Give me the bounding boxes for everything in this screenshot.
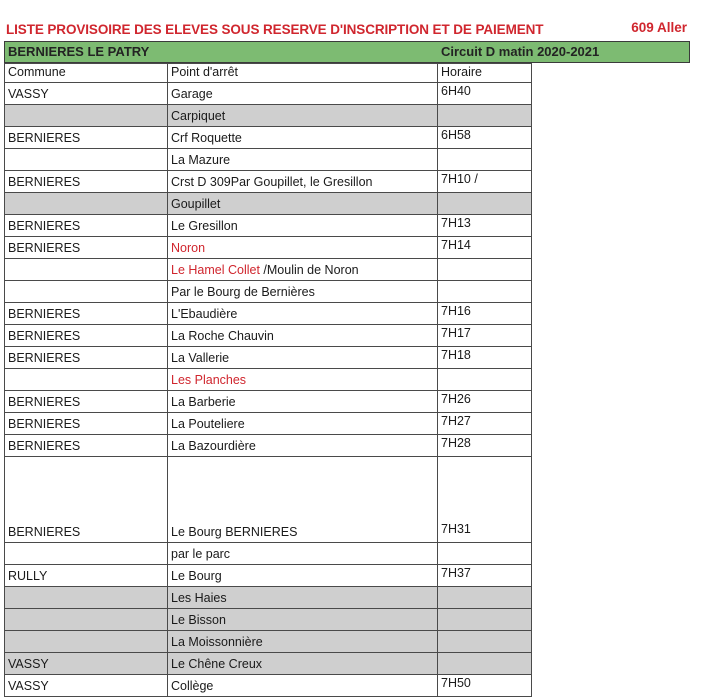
cell-stop: Le Gresillon: [168, 215, 438, 237]
header-time: Horaire: [438, 64, 532, 83]
cell-time: [438, 609, 532, 631]
cell-commune: VASSY: [5, 83, 168, 105]
cell-time: 7H18: [438, 347, 532, 369]
cell-commune: BERNIERES: [5, 127, 168, 149]
table-row: [5, 653, 532, 675]
cell-stop: L'Ebaudière: [168, 303, 438, 325]
cell-commune: BERNIERES: [5, 347, 168, 369]
circuit-header-band: [4, 41, 690, 63]
cell-commune: BERNIERES: [5, 303, 168, 325]
cell-time: 7H28: [438, 435, 532, 457]
cell-stop: La Bazourdière: [168, 435, 438, 457]
cell-time: 7H16: [438, 303, 532, 325]
cell-stop: Garage: [168, 83, 438, 105]
cell-stop: [168, 259, 438, 281]
cell-commune: [5, 369, 168, 391]
table-row: [5, 259, 532, 281]
cell-commune: BERNIERES: [5, 215, 168, 237]
table-row: [5, 543, 532, 565]
cell-stop: Le Bourg BERNIERES: [168, 457, 438, 543]
cell-time: [438, 587, 532, 609]
cell-stop: Le Bourg: [168, 565, 438, 587]
cell-stop: La Vallerie: [168, 347, 438, 369]
table-row: [5, 281, 532, 303]
cell-stop: La Roche Chauvin: [168, 325, 438, 347]
table-row: [5, 171, 532, 193]
cell-commune: VASSY: [5, 675, 168, 697]
cell-time: [438, 543, 532, 565]
cell-stop: Crf Roquette: [168, 127, 438, 149]
cell-stop: Goupillet: [168, 193, 438, 215]
cell-time: 7H31: [438, 457, 532, 543]
cell-time: 7H14: [438, 237, 532, 259]
document-title: LISTE PROVISOIRE DES ELEVES SOUS RESERVE D'INSCRIPTION ET DE PAIEMENT: [6, 22, 544, 37]
table-row: [5, 193, 532, 215]
table-row: [5, 435, 532, 457]
cell-stop: La Barberie: [168, 391, 438, 413]
cell-commune: [5, 281, 168, 303]
cell-commune: [5, 609, 168, 631]
table-row: [5, 675, 532, 697]
cell-time: [438, 259, 532, 281]
band-commune-name: BERNIERES LE PATRY: [8, 44, 150, 59]
cell-stop: Les Haies: [168, 587, 438, 609]
cell-commune: [5, 543, 168, 565]
cell-commune: BERNIERES: [5, 391, 168, 413]
cell-commune: [5, 193, 168, 215]
cell-time: [438, 281, 532, 303]
cell-commune: BERNIERES: [5, 237, 168, 259]
cell-commune: BERNIERES: [5, 171, 168, 193]
cell-time: 7H13: [438, 215, 532, 237]
stop-remainder: /Moulin de Noron: [259, 262, 359, 277]
header-stop: Point d'arrêt: [168, 64, 438, 83]
cell-commune: VASSY: [5, 653, 168, 675]
cell-commune: [5, 105, 168, 127]
table-row: [5, 457, 532, 543]
cell-stop: Collège: [168, 675, 438, 697]
cell-commune: BERNIERES: [5, 413, 168, 435]
cell-stop: Carpiquet: [168, 105, 438, 127]
table-row: [5, 369, 532, 391]
cell-time: [438, 653, 532, 675]
table-row: [5, 215, 532, 237]
cell-stop: Le Bisson: [168, 609, 438, 631]
cell-stop: Les Planches: [168, 369, 438, 391]
table-row: [5, 83, 532, 105]
table-row: [5, 413, 532, 435]
cell-stop: par le parc: [168, 543, 438, 565]
cell-stop: Crst D 309Par Goupillet, le Gresillon: [168, 171, 438, 193]
cell-time: [438, 149, 532, 171]
cell-stop: La Pouteliere: [168, 413, 438, 435]
table-row: [5, 347, 532, 369]
cell-time: 7H27: [438, 413, 532, 435]
table-row: [5, 631, 532, 653]
cell-time: [438, 193, 532, 215]
table-row: [5, 325, 532, 347]
cell-time: 6H40: [438, 83, 532, 105]
cell-time: 7H26: [438, 391, 532, 413]
cell-time: 7H37: [438, 565, 532, 587]
cell-commune: RULLY: [5, 565, 168, 587]
cell-commune: [5, 259, 168, 281]
band-circuit-label: Circuit D matin 2020-2021: [441, 44, 600, 59]
cell-commune: [5, 631, 168, 653]
table-row: [5, 127, 532, 149]
cell-stop: La Mazure: [168, 149, 438, 171]
table-row: [5, 609, 532, 631]
table-row: [5, 105, 532, 127]
table-row: [5, 565, 532, 587]
cell-time: 7H10 /: [438, 171, 532, 193]
cell-time: 7H50: [438, 675, 532, 697]
table-row: [5, 303, 532, 325]
circuit-code: 609 Aller: [631, 20, 687, 35]
cell-commune: BERNIERES: [5, 457, 168, 543]
cell-time: [438, 369, 532, 391]
cell-time: [438, 105, 532, 127]
cell-stop: La Moissonnière: [168, 631, 438, 653]
cell-commune: [5, 587, 168, 609]
stop-highlight: Le Hamel Collet: [171, 262, 260, 277]
table-row: [5, 391, 532, 413]
table-header-row: [5, 64, 532, 83]
cell-stop: Noron: [168, 237, 438, 259]
cell-commune: BERNIERES: [5, 325, 168, 347]
cell-commune: BERNIERES: [5, 435, 168, 457]
cell-stop: Par le Bourg de Bernières: [168, 281, 438, 303]
cell-commune: [5, 149, 168, 171]
cell-time: 6H58: [438, 127, 532, 149]
table-row: [5, 237, 532, 259]
cell-time: 7H17: [438, 325, 532, 347]
stops-table: [4, 63, 532, 697]
table-row: [5, 587, 532, 609]
table-row: [5, 149, 532, 171]
header-commune: Commune: [5, 64, 168, 83]
cell-stop: Le Chêne Creux: [168, 653, 438, 675]
cell-time: [438, 631, 532, 653]
